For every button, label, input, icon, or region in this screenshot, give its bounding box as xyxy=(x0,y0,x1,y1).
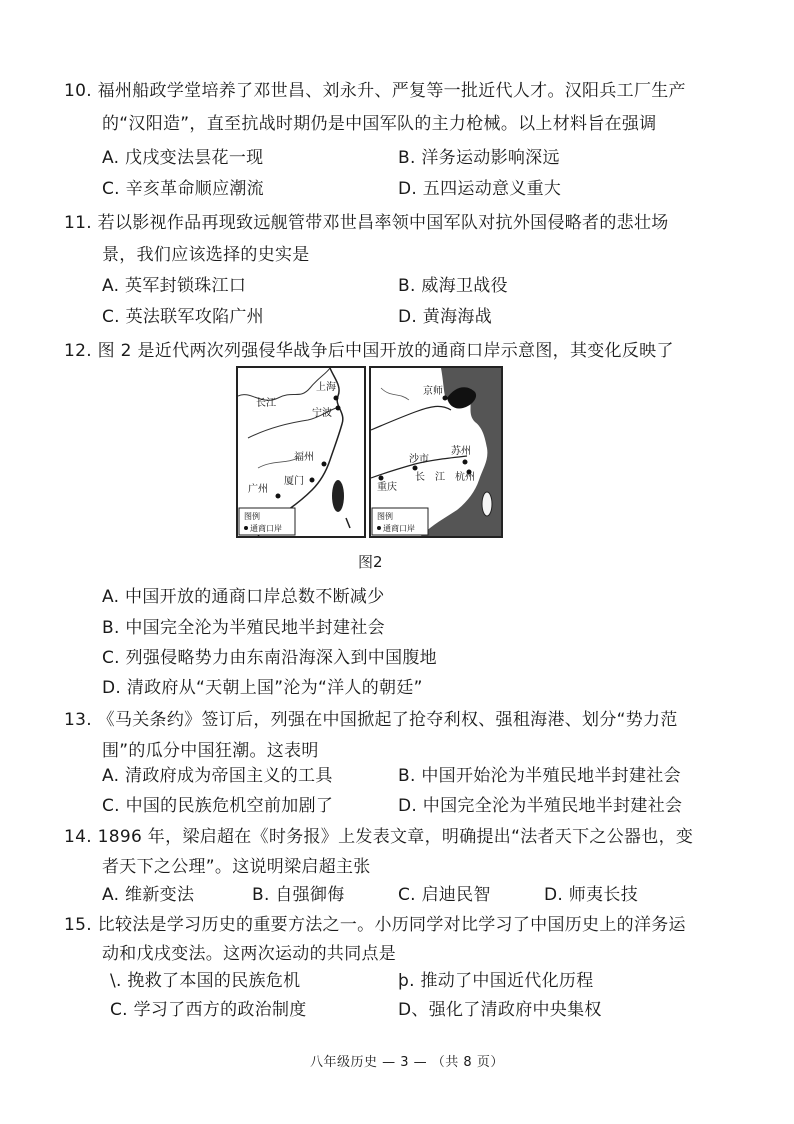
q14-option-b[interactable]: B. 自强御侮 xyxy=(252,885,345,905)
q12-option-b[interactable]: B. 中国完全沦为半殖民地半封建社会 xyxy=(102,618,385,638)
q10-option-a[interactable]: A. 戊戌变法昙花一现 xyxy=(102,148,264,168)
q10-option-c[interactable]: C. 辛亥革命顺应潮流 xyxy=(102,179,264,199)
q11-stem-line1: 11. 若以影视作品再现致远舰管带邓世昌率领中国军队对抗外国侵略者的悲壮场 xyxy=(64,213,669,233)
map2-label-chongqing: 重庆 xyxy=(377,482,397,493)
map1-label-fuzhou: 福州 xyxy=(294,452,314,463)
map-before xyxy=(236,366,366,538)
map1-label-changjiang: 长江 xyxy=(256,398,276,409)
q11-stem-line2: 景，我们应该选择的史实是 xyxy=(102,245,310,265)
q15-stem-line1: 15. 比较法是学习历史的重要方法之一。小历同学对比学习了中国历史上的洋务运 xyxy=(64,915,686,935)
figure-caption: 图2 xyxy=(358,553,383,571)
map2-legend-item: 通商口岸 xyxy=(383,524,415,533)
page-footer: 八年级历史 — 3 — （共 8 页） xyxy=(310,1055,504,1070)
map2-label-suzhou: 苏州 xyxy=(451,446,471,457)
map1-label-ningbo: 宁波 xyxy=(312,408,332,419)
q15-stem-line2: 动和戊戌变法。这两次运动的共同点是 xyxy=(102,944,397,964)
map2-label-hangzhou: 杭州 xyxy=(455,472,475,483)
q10-stem-line1: 10. 福州船政学堂培养了邓世昌、刘永升、严复等一批近代人才。汉阳兵工厂生产 xyxy=(64,81,686,101)
map1-label-xiamen: 厦门 xyxy=(284,476,304,487)
map1-label-shanghai: 上海 xyxy=(316,382,336,393)
map-after xyxy=(369,366,503,538)
q12-option-d[interactable]: D. 清政府从“天朝上国”沦为“洋人的朝廷” xyxy=(102,678,423,698)
map-before-graphic xyxy=(238,368,364,536)
map1-legend-item: 通商口岸 xyxy=(250,524,282,533)
map1-label-guangzhou: 广州 xyxy=(248,484,268,495)
q13-option-d[interactable]: D. 中国完全沦为半殖民地半封建社会 xyxy=(398,796,683,816)
q13-option-c[interactable]: C. 中国的民族危机空前加剧了 xyxy=(102,796,334,816)
q14-option-c[interactable]: C. 启迪民智 xyxy=(398,885,491,905)
q14-option-a[interactable]: A. 维新变法 xyxy=(102,885,195,905)
q11-option-a[interactable]: A. 英军封锁珠江口 xyxy=(102,276,247,296)
q13-stem-line1: 13. 《马关条约》签订后，列强在中国掀起了抢夺利权、强租海港、划分“势力范 xyxy=(64,710,678,730)
q14-stem-line2: 者天下之公理”。这说明梁启超主张 xyxy=(102,857,371,877)
q15-option-b[interactable]: þ. 推动了中国近代化历程 xyxy=(398,971,594,991)
q12-option-a[interactable]: A. 中国开放的通商口岸总数不断减少 xyxy=(102,587,385,607)
q13-stem-line2: 围”的瓜分中国狂潮。这表明 xyxy=(102,741,319,761)
map2-legend-title: 图例 xyxy=(377,512,393,521)
q12-option-c[interactable]: C. 列强侵略势力由东南沿海深入到中国腹地 xyxy=(102,648,437,668)
q13-option-a[interactable]: A. 清政府成为帝国主义的工具 xyxy=(102,766,333,786)
map1-legend-title: 图例 xyxy=(244,512,260,521)
q11-option-d[interactable]: D. 黄海海战 xyxy=(398,307,492,327)
q15-option-d[interactable]: D、强化了清政府中央集权 xyxy=(398,1000,602,1020)
q15-option-c[interactable]: C. 学习了西方的政治制度 xyxy=(110,1000,307,1020)
map-after-graphic xyxy=(371,368,501,536)
q13-option-b[interactable]: B. 中国开始沦为半殖民地半封建社会 xyxy=(398,766,681,786)
q10-option-b[interactable]: B. 洋务运动影响深远 xyxy=(398,148,560,168)
map2-label-jiang: 江 xyxy=(435,472,445,483)
q12-stem-line1: 12. 图 2 是近代两次列强侵华战争后中国开放的通商口岸示意图，其变化反映了 xyxy=(64,341,674,361)
q11-option-b[interactable]: B. 威海卫战役 xyxy=(398,276,508,296)
q15-option-a[interactable]: \. 挽救了本国的民族危机 xyxy=(110,971,301,991)
q11-option-c[interactable]: C. 英法联军攻陷广州 xyxy=(102,307,264,327)
q14-option-d[interactable]: D. 师夷长技 xyxy=(544,885,638,905)
q10-option-d[interactable]: D. 五四运动意义重大 xyxy=(398,179,562,199)
map2-label-shashi: 沙市 xyxy=(409,454,429,465)
map2-label-chang: 长 xyxy=(415,472,425,483)
q10-stem-line2: 的“汉阳造”，直至抗战时期仍是中国军队的主力枪械。以上材料旨在强调 xyxy=(102,114,657,134)
q14-stem-line1: 14. 1896 年，梁启超在《时务报》上发表文章，明确提出“法者天下之公器也，变 xyxy=(64,827,694,847)
map2-label-jingshi: 京师 xyxy=(423,386,443,397)
